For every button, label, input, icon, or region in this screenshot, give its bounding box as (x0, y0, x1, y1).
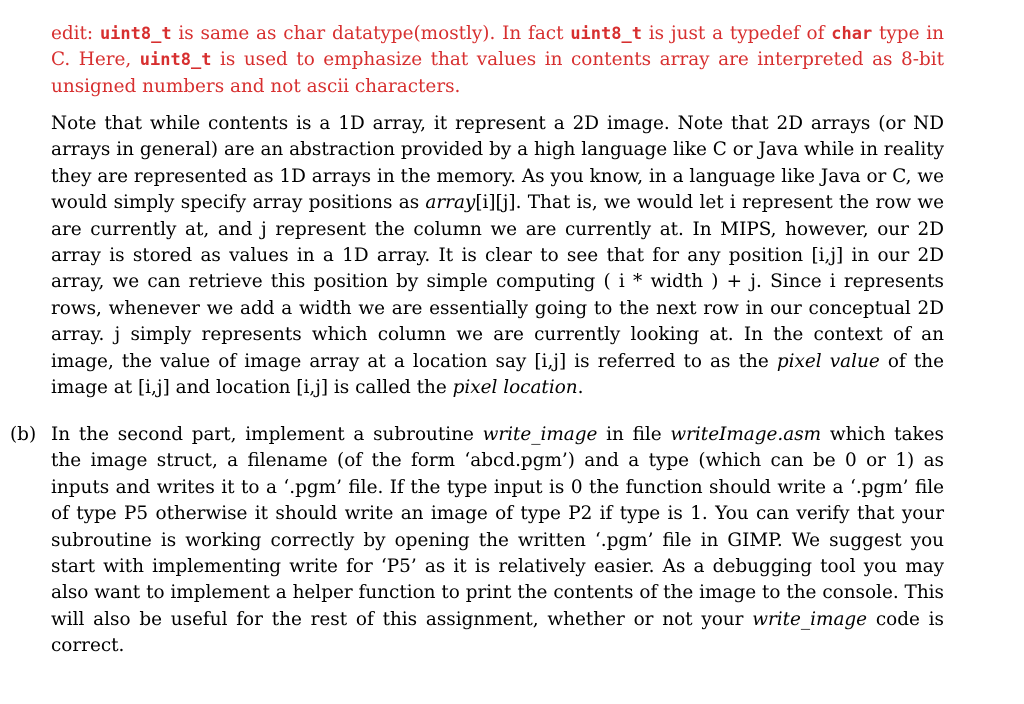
emphasis-text: writeImage.asm (670, 424, 822, 445)
paragraph-text: code is correct. (51, 608, 944, 657)
edit-text: is just a typedef of (641, 23, 832, 44)
paragraph-text: In the second part, implement a subroutine (51, 424, 483, 445)
edit-text: type in C. Here, (51, 23, 944, 71)
paragraph-text: of the image at [i,j] and location [i,j] is called the (51, 350, 944, 399)
edit-text: is same as char datatype(mostly). In fact (171, 23, 571, 44)
emphasis-text: array (425, 192, 476, 214)
inline-code: uint8_t (570, 24, 642, 44)
item-label: (b) (10, 424, 37, 445)
part-b-paragraph (51, 422, 944, 660)
edit-note (51, 21, 944, 100)
inline-code: char (831, 24, 873, 44)
paragraph-text: in file (597, 424, 671, 445)
emphasis-text: write_image (482, 424, 598, 445)
paragraph-text: Note that while contents is a 1D array, it represent a 2D image. Note that 2D arrays (or ND arrays in general) are an abstraction provided by a high language like C or Java while in reality they are represented as 1D arrays in the memory. As you know, in a language like Java or C, we would simply specify array positions as (51, 113, 944, 214)
inline-code: uint8_t (139, 50, 212, 71)
inline-code: uint8_t (99, 24, 172, 44)
paragraph-text: which takes the image struct, a filename (of the form ‘abcd.pgm’) and a type (which can be 0 or 1) as inputs and writes it to a ‘.pgm’ file. If the type input is 0 the function should write a ‘.pgm’ file of type P5 otherwise it should write an image of type P2 if type is 1. You can verify that your subroutine is working correctly by opening the written ‘.pgm’ file in GIMP. We suggest you start with implementing write for ‘P5’ as it is relatively easier. As a debugging tool you may also want to implement a helper function to print the contents of the image to the console. This will also be useful for the rest of this assignment, whether or not your (51, 424, 944, 630)
edit-text: is used to emphasize that values in contents array are interpreted as 8-bit unsigned numbers and not ascii characters. (51, 49, 944, 97)
emphasis-text: write_image (752, 608, 868, 630)
paragraph-text: [i][j]. That is, we would let i represent the row we are currently at, and j represent the column we are currently at. In MIPS, however, our 2D array is stored as values in a 1D array. It is clear to see that for any position [i,j] in our 2D array, we can retrieve this position by simple computing ( i * width ) + j. Since i represents rows, whenever we add a width we are essentially going to the next row in our conceptual 2D array. j simply represents which column we are currently looking at. In the context of an image, the value of image array at a location say [i,j] is referred to as the (51, 192, 944, 372)
emphasis-text: pixel value (776, 350, 880, 372)
paragraph-text: . (577, 377, 584, 399)
array-note-paragraph (51, 111, 944, 401)
emphasis-text: pixel location (452, 377, 578, 399)
edit-text: edit: (51, 23, 100, 44)
